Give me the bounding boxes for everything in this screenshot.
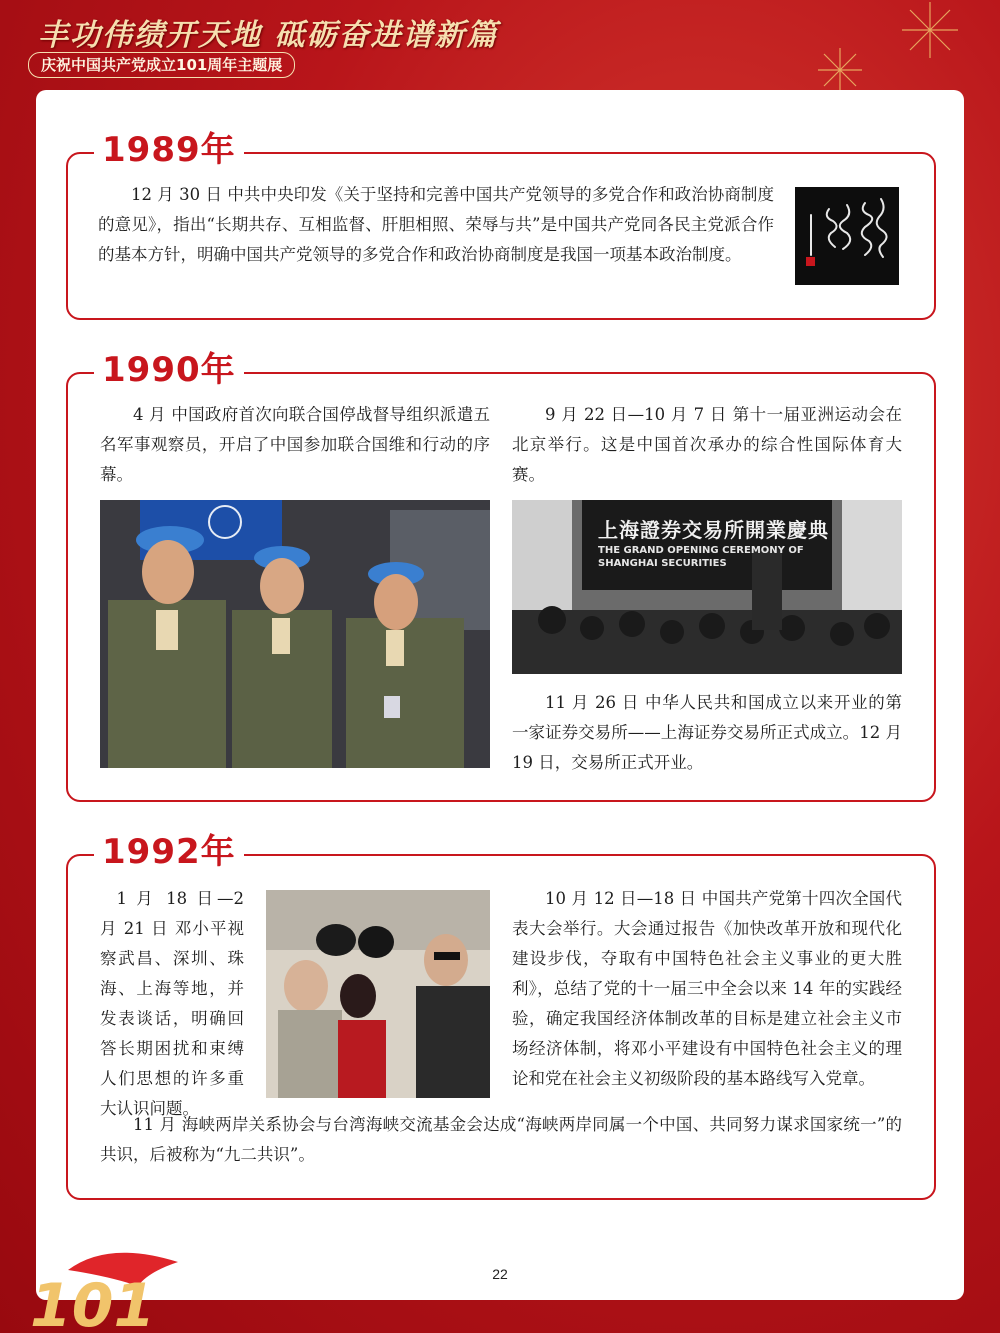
paragraph: 9 月 22 日—10 月 7 日 第十一届亚洲运动会在北京举行。这是中国首次承办的综合性国际体育大赛。 xyxy=(512,405,902,484)
paragraph: 10 月 12 日—18 日 中国共产党第十四次全国代表大会举行。大会通过报告《加快改革开放和现代化建设步伐，夺取有中国特色社会主义事业的更大胜利》，总结了党的十一届三中全会以来 14 年的实践经验，确定我国经济体制改革的目标是建立社会主义市场经济体制，将邓小平建设有中国特色社会主义的理论和党在社会主义初级阶段的基本路线写入党章。 xyxy=(512,889,902,1088)
content-card xyxy=(36,90,964,1300)
paragraph: 12 月 30 日 中共中央印发《关于坚持和完善中国共产党领导的多党合作和政治协商制度的意见》，指出“长期共存、互相监督、肝胆相照、荣辱与共”是中国共产党同各民主党派合作的基本方针，明确中国共产党领导的多党合作和政治协商制度是我国一项基本政治制度。 xyxy=(98,185,774,264)
101-anniversary-logo xyxy=(8,1240,188,1332)
year-heading: 1989年 xyxy=(94,130,244,170)
paragraph: 1 月 18 日—2 月 21 日 邓小平视察武昌、深圳、珠海、上海等地，并发表谈话，明确回答长期困扰和束缚人们思想的许多重大认识问题。 xyxy=(100,889,244,1118)
page-title: 丰功伟绩开天地 砥砺奋进谱新篇 xyxy=(38,18,499,53)
un-peacekeepers-photo xyxy=(100,500,490,768)
exchange-banner-text-en: THE GRAND OPENING CEREMONY OF SHANGHAI SECURITIES xyxy=(598,545,804,569)
year-heading: 1990年 xyxy=(94,350,244,390)
calligraphy-image xyxy=(795,187,899,285)
page-subtitle: 庆祝中国共产党成立101周年主题展 xyxy=(28,52,295,78)
securities-exchange-opening-photo xyxy=(512,500,902,674)
year-heading: 1992年 xyxy=(94,832,244,872)
paragraph: 11 月 海峡两岸关系协会与台湾海峡交流基金会达成“海峡两岸同属一个中国、共同努力谋求国家统一”的共识，后被称为“九二共识”。 xyxy=(100,1115,902,1164)
deng-xiaoping-inspection-photo xyxy=(266,890,490,1098)
section-1992 xyxy=(66,832,936,1200)
paragraph: 4 月 中国政府首次向联合国停战督导组织派遣五名军事观察员，开启了中国参加联合国维和行动的序幕。 xyxy=(100,405,490,484)
exchange-banner-text: 上海證券交易所開業慶典 xyxy=(598,518,829,542)
section-1989 xyxy=(66,130,936,320)
section-1990 xyxy=(66,350,936,802)
svg-text:101: 101 xyxy=(30,1271,156,1332)
paragraph: 11 月 26 日 中华人民共和国成立以来开业的第一家证券交易所——上海证券交易所正式成立。12 月 19 日，交易所正式开业。 xyxy=(512,693,902,772)
page-number: 22 xyxy=(492,1266,508,1282)
